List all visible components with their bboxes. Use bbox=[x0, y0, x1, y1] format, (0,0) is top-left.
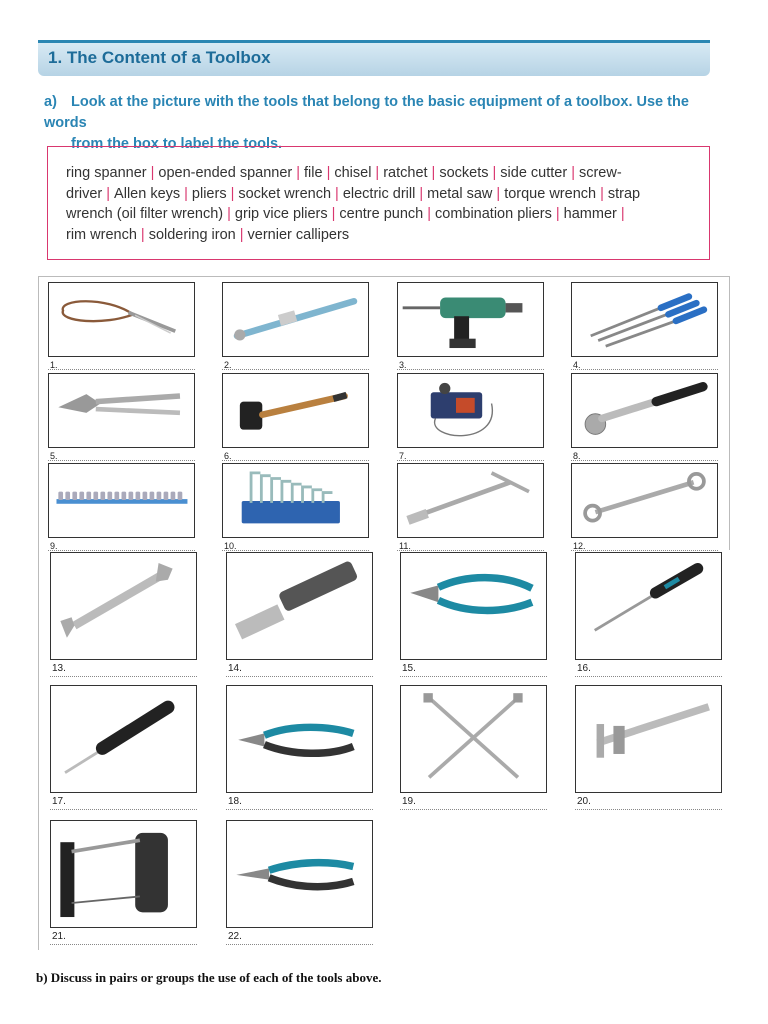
tool-number: 8. bbox=[573, 451, 581, 461]
answer-line[interactable] bbox=[571, 369, 718, 370]
tool-item bbox=[397, 463, 544, 558]
answer-line[interactable] bbox=[222, 550, 369, 551]
tool-item bbox=[571, 373, 718, 468]
word-separator: | bbox=[419, 185, 424, 202]
word-separator: | bbox=[230, 185, 235, 202]
tool-item bbox=[48, 463, 195, 558]
tool-item bbox=[50, 685, 197, 813]
word-separator: | bbox=[492, 165, 497, 181]
electric-drill-icon bbox=[397, 282, 544, 357]
word-box-term: Allen keys bbox=[114, 185, 181, 202]
answer-line[interactable] bbox=[226, 944, 373, 945]
tool-number: 13. bbox=[52, 663, 66, 674]
word-box-term: open-ended spanner bbox=[158, 165, 293, 181]
tool-item bbox=[400, 552, 547, 680]
answer-line[interactable] bbox=[226, 676, 373, 677]
tool-item bbox=[575, 685, 722, 813]
tool-item bbox=[222, 463, 369, 558]
tool-item bbox=[50, 552, 197, 680]
word-separator: | bbox=[296, 165, 301, 181]
answer-line[interactable] bbox=[50, 676, 197, 677]
tool-number: 15. bbox=[402, 663, 416, 674]
word-box-term: ring spanner bbox=[66, 165, 147, 181]
answer-line[interactable] bbox=[48, 369, 195, 370]
word-box-term: strap bbox=[607, 185, 641, 202]
answer-line[interactable] bbox=[48, 550, 195, 551]
tool-item bbox=[226, 685, 373, 813]
instruction-a-line2: from the box to label the tools. bbox=[71, 136, 283, 152]
tool-item bbox=[397, 282, 544, 377]
tool-number: 3. bbox=[399, 360, 407, 370]
word-separator: | bbox=[431, 165, 436, 181]
ratchet-icon bbox=[571, 373, 718, 448]
word-box-term: sockets bbox=[439, 165, 489, 181]
tool-number: 6. bbox=[224, 451, 232, 461]
word-box-term: torque wrench bbox=[504, 185, 597, 202]
tool-number: 5. bbox=[50, 451, 58, 461]
tool-number: 21. bbox=[52, 931, 66, 942]
word-separator: | bbox=[427, 206, 431, 222]
word-separator: | bbox=[150, 165, 155, 181]
tool-number: 2. bbox=[224, 360, 232, 370]
tool-number: 22. bbox=[228, 931, 242, 942]
word-box-term: centre punch bbox=[339, 206, 424, 222]
screwdriver-icon bbox=[575, 552, 722, 660]
answer-line[interactable] bbox=[226, 809, 373, 810]
tool-number: 10. bbox=[224, 541, 237, 551]
tool-item bbox=[222, 373, 369, 468]
tool-number: 12. bbox=[573, 541, 586, 551]
word-separator: | bbox=[331, 206, 336, 222]
tool-item bbox=[575, 552, 722, 680]
word-separator: | bbox=[227, 206, 231, 222]
word-box-term: file bbox=[304, 165, 323, 181]
word-box-line bbox=[66, 163, 691, 184]
answer-line[interactable] bbox=[575, 809, 722, 810]
side-cutter-icon bbox=[400, 552, 547, 660]
word-separator: | bbox=[106, 185, 111, 202]
word-box-term: grip vice pliers bbox=[234, 206, 328, 222]
grip-vice-pliers-icon bbox=[48, 373, 195, 448]
tool-item bbox=[50, 820, 197, 948]
word-separator: | bbox=[571, 165, 575, 181]
word-box-term: chisel bbox=[334, 165, 372, 181]
tool-item bbox=[400, 685, 547, 813]
answer-line[interactable] bbox=[397, 369, 544, 370]
tool-item bbox=[397, 373, 544, 468]
word-separator: | bbox=[620, 206, 625, 222]
tool-number: 18. bbox=[228, 796, 242, 807]
answer-line[interactable] bbox=[222, 460, 369, 461]
hammer-icon bbox=[222, 373, 369, 448]
word-box-term: rim wrench bbox=[66, 226, 137, 243]
combination-pliers-icon bbox=[226, 685, 373, 793]
torque-wrench-icon bbox=[222, 282, 369, 357]
answer-line[interactable] bbox=[400, 809, 547, 810]
word-box-term: hammer bbox=[563, 206, 617, 222]
tool-item bbox=[48, 282, 195, 377]
word-box-term: driver bbox=[66, 185, 103, 202]
word-separator: | bbox=[555, 206, 560, 222]
part-b-instruction: b) Discuss in pairs or groups the use of each of the tools above. bbox=[36, 970, 382, 985]
instruction-a-marker: a) bbox=[44, 94, 57, 110]
open-ended-spanner-icon bbox=[50, 552, 197, 660]
centre-punch-icon bbox=[50, 685, 197, 793]
word-box-term: wrench (oil filter wrench) bbox=[66, 206, 224, 222]
answer-line[interactable] bbox=[571, 460, 718, 461]
word-box-term: electric drill bbox=[342, 185, 416, 202]
section-title: 1. The Content of a Toolbox bbox=[48, 48, 271, 67]
tool-item bbox=[571, 463, 718, 558]
tool-number: 20. bbox=[577, 796, 591, 807]
tool-number: 9. bbox=[50, 541, 58, 551]
answer-line[interactable] bbox=[397, 460, 544, 461]
tool-item bbox=[571, 282, 718, 377]
word-separator: | bbox=[600, 185, 604, 202]
files-icon bbox=[571, 282, 718, 357]
strap-wrench-icon bbox=[48, 282, 195, 357]
answer-line[interactable] bbox=[397, 550, 544, 551]
word-box-term: combination pliers bbox=[435, 206, 552, 222]
instruction-a-line1: Look at the picture with the tools that belong to the basic equipment of a toolbox. Use the words bbox=[44, 94, 689, 131]
tool-item bbox=[226, 820, 373, 948]
word-box-term: vernier callipers bbox=[247, 226, 350, 243]
word-box-term: pliers bbox=[191, 185, 227, 202]
word-box bbox=[47, 146, 710, 260]
word-box-term: socket wrench bbox=[238, 185, 332, 202]
word-separator: | bbox=[326, 165, 331, 181]
tool-number: 4. bbox=[573, 360, 581, 370]
tool-number: 17. bbox=[52, 796, 66, 807]
word-box-term: soldering iron bbox=[148, 226, 236, 243]
answer-line[interactable] bbox=[50, 944, 197, 945]
answer-line[interactable] bbox=[571, 550, 718, 551]
pliers-icon bbox=[226, 820, 373, 928]
sockets-icon bbox=[48, 463, 195, 538]
word-box-term: ratchet bbox=[383, 165, 428, 181]
answer-line[interactable] bbox=[400, 676, 547, 677]
chisel-icon bbox=[226, 552, 373, 660]
word-separator: | bbox=[496, 185, 501, 202]
tool-number: 14. bbox=[228, 663, 242, 674]
word-separator: | bbox=[184, 185, 188, 202]
word-box-line bbox=[66, 225, 691, 246]
vernier-callipers-icon bbox=[575, 685, 722, 793]
word-separator: | bbox=[335, 185, 339, 202]
word-box-line bbox=[66, 204, 691, 225]
word-box-term: metal saw bbox=[427, 185, 493, 202]
answer-line[interactable] bbox=[50, 809, 197, 810]
soldering-iron-icon bbox=[397, 373, 544, 448]
tool-number: 19. bbox=[402, 796, 416, 807]
word-box-line bbox=[66, 184, 691, 205]
answer-line[interactable] bbox=[222, 369, 369, 370]
allen-keys-icon bbox=[222, 463, 369, 538]
word-box-term: screw- bbox=[578, 165, 622, 181]
tool-item bbox=[226, 552, 373, 680]
tool-number: 7. bbox=[399, 451, 407, 461]
tool-number: 1. bbox=[50, 360, 58, 370]
word-separator: | bbox=[375, 165, 380, 181]
metal-saw-icon bbox=[50, 820, 197, 928]
answer-line[interactable] bbox=[575, 676, 722, 677]
word-separator: | bbox=[140, 226, 145, 243]
word-box-term: side cutter bbox=[500, 165, 568, 181]
tool-item bbox=[48, 373, 195, 468]
tool-number: 11. bbox=[399, 541, 411, 551]
answer-line[interactable] bbox=[48, 460, 195, 461]
socket-wrench-icon bbox=[397, 463, 544, 538]
rim-wrench-icon bbox=[400, 685, 547, 793]
tool-number: 16. bbox=[577, 663, 591, 674]
tool-item bbox=[222, 282, 369, 377]
ring-spanner-icon bbox=[571, 463, 718, 538]
word-separator: | bbox=[239, 226, 244, 243]
